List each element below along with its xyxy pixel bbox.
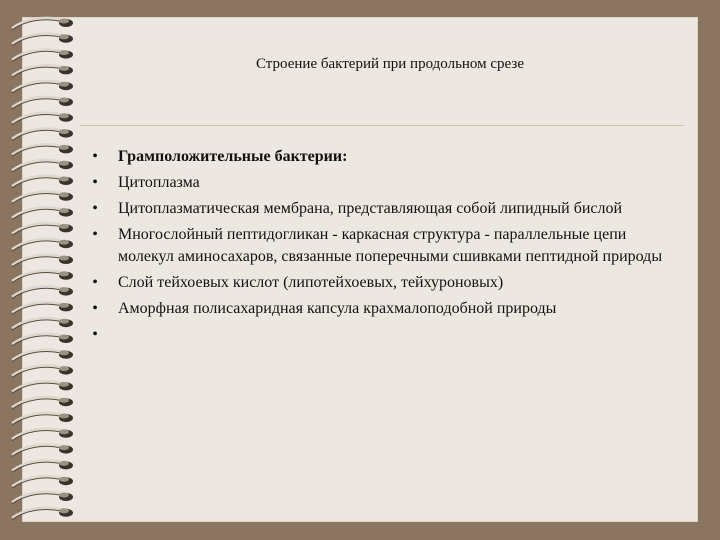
spiral-ring — [12, 429, 73, 441]
title-divider — [80, 125, 684, 126]
bullet-item-peptidoglycan — [88, 224, 678, 268]
bullet-marker: • — [92, 200, 98, 217]
bullet-marker: • — [92, 300, 98, 317]
spiral-ring — [12, 492, 73, 504]
spiral-ring — [12, 34, 73, 46]
spiral-ring — [12, 350, 73, 362]
spiral-ring — [12, 223, 73, 235]
spiral-ring — [12, 476, 73, 488]
spiral-ring — [12, 239, 73, 251]
spiral-ring — [12, 508, 73, 520]
bullet-text: Грамположительные бактерии: — [118, 148, 348, 165]
spiral-ring — [12, 271, 73, 283]
spiral-ring — [12, 65, 73, 77]
bullet-text: Цитоплазматическая мембрана, представляющая собой липидный бислой — [118, 200, 623, 217]
spiral-ring — [12, 113, 73, 125]
spiral-ring — [12, 365, 73, 377]
spiral-ring — [12, 381, 73, 393]
bullet-text: Аморфная полисахаридная капсула крахмалоподобной природы — [118, 300, 557, 317]
bullet-text: Слой тейхоевых кислот (липотейхоевых, тейхуроновых) — [118, 274, 504, 291]
spiral-ring — [12, 302, 73, 314]
spiral-ring — [12, 286, 73, 298]
spiral-ring — [12, 318, 73, 330]
spiral-ring — [12, 397, 73, 409]
spiral-ring — [12, 18, 73, 30]
bullet-item-membrane — [88, 198, 678, 220]
bullet-item-cytoplasm — [88, 172, 678, 194]
bullet-text: Многослойный пептидогликан - каркасная структура - параллельные цепи молекул аминосахаров, связанные поперечными сшивками пептидной природы — [118, 226, 663, 265]
spiral-ring — [12, 255, 73, 267]
bullet-marker: • — [92, 148, 98, 165]
bullet-item-teichoic-acids — [88, 272, 678, 294]
spiral-ring — [12, 192, 73, 204]
spiral-ring — [12, 207, 73, 219]
spiral-ring — [12, 444, 73, 456]
slide-title: Строение бактерий при продольном срезе — [256, 56, 524, 72]
bullet-marker: • — [92, 226, 98, 243]
spiral-ring — [12, 81, 73, 93]
spiral-ring — [12, 176, 73, 188]
spiral-ring — [12, 413, 73, 425]
spiral-ring — [12, 97, 73, 109]
spiral-ring — [12, 160, 73, 172]
bullet-item-gram-positive — [88, 146, 678, 168]
bullet-marker: • — [92, 174, 98, 191]
spiral-ring — [12, 49, 73, 61]
spiral-ring — [12, 460, 73, 472]
spiral-binding-icon — [0, 0, 90, 540]
bullet-marker: • — [92, 326, 98, 343]
bullet-item-capsule — [88, 298, 678, 320]
spiral-ring — [12, 128, 73, 140]
bullet-list — [88, 146, 678, 343]
spiral-ring — [12, 144, 73, 156]
spiral-ring — [12, 334, 73, 346]
bullet-marker: • — [92, 274, 98, 291]
bullet-text: Цитоплазма — [118, 174, 200, 191]
